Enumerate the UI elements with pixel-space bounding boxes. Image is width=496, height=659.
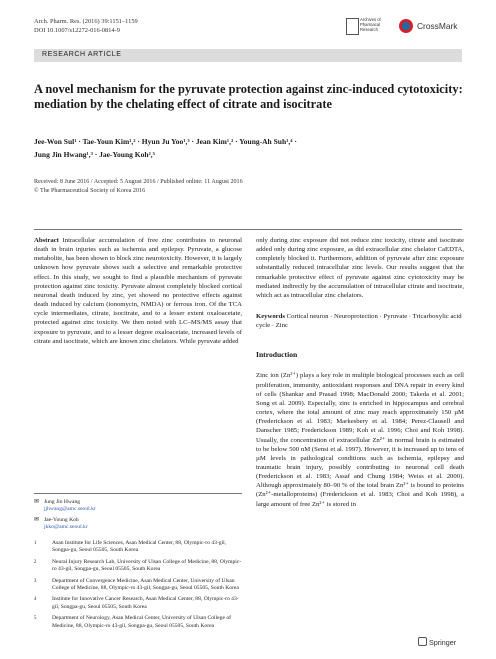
affiliation-number: 3 (34, 578, 37, 584)
keywords-text: Cortical neuron · Neuroprotection · Pyruvate · Tricarboxylic acid cycle · Zinc (256, 313, 462, 330)
section-label: RESEARCH ARTICLE (42, 51, 122, 58)
abstract-left-column (34, 236, 242, 346)
affiliation-text: Asan Institute for Life Sciences, Asan Medical Center, 88, Olympic-ro 43-gil, Songpa-gu, Seoul 05505, South Korea (52, 540, 227, 554)
section-band (34, 49, 462, 62)
affiliation-text: Institute for Innovative Cancer Research, Asan Medical Center, 88, Olympic-ro 43-gil, Songpa-gu, Seoul 05505, South Korea (52, 596, 239, 610)
keywords-label: Keywords (256, 313, 285, 321)
crossmark-label: CrossMark (417, 21, 458, 31)
affiliations (34, 540, 242, 634)
archives-logo-text: Archives of Pharmacal Research (360, 17, 381, 32)
correspondence-item (34, 517, 242, 532)
affiliation-item (34, 559, 242, 574)
abstract-paragraph (34, 236, 242, 346)
author-line-1: Jee-Won Sul¹ · Tae-Youn Kim¹,² · Hyun Ju Yoo¹,³ · Jean Kim¹,² · Young-Ah Suh¹,⁴ · (34, 137, 297, 146)
affiliation-number: 5 (34, 616, 37, 622)
affiliation-number: 1 (34, 541, 37, 546)
history-dates: Received: 8 June 2016 / Accepted: 5 August 2016 / Published online: 11 August 2016 (34, 179, 243, 185)
right-column (256, 236, 464, 509)
journal-citation: Arch. Pharm. Res. (2016) 39:1151–1159 (34, 18, 138, 25)
affiliation-number: 4 (34, 597, 37, 603)
footnote-divider (34, 493, 242, 494)
affiliation-item (34, 578, 242, 593)
journal-header (34, 17, 138, 35)
section-heading-wrap (256, 350, 464, 359)
publisher-logo (418, 637, 456, 647)
affiliation-item (34, 596, 242, 611)
affiliation-item (34, 615, 242, 630)
article-dates (34, 178, 464, 195)
doi[interactable]: DOI 10.1007/s12272-016-0814-9 (34, 27, 120, 34)
affiliation-item (34, 540, 242, 555)
springer-horse-icon (418, 637, 427, 646)
affiliation-text: Department of Neurology, Asan Medical Center, University of Ulsan College of Medicine, 88, Olympic-ro 43-gil, Songpa-gu, Seoul 05505, South Korea (52, 615, 231, 629)
correspondent-email[interactable]: jkko@amc.seoul.kr (44, 524, 88, 531)
journal-cover-icon (346, 18, 359, 35)
affiliation-number: 2 (34, 559, 37, 565)
copyright: © The Pharmaceutical Society of Korea 2016 (34, 187, 146, 194)
envelope-icon: ✉ (34, 499, 40, 505)
publisher-name: Springer (429, 638, 457, 647)
archives-logo[interactable] (346, 16, 386, 42)
abstract-text-left: Intracellular accumulation of free zinc contributes to neuronal death in brain injuries such as ischemia and epilepsy. Pyruvate, a glucose metabolite, has been shown to block zinc neurotoxicity. However, it is largely unknown how pyruvate shows such a selective and remarkable protective effect. In this study, we sought to find a plausible mechanism of pyruvate protection against zinc toxicity. Pyruvate almost completely blocked cortical neuronal death induced by zinc, yet showed no protective effects against death induced by calcium (ionomycin, NMDA) or ferrous iron. Of the TCA cycle intermediates, citrate, isocitrate, and to a lesser extent oxaloacetate, protected against zinc toxicity. We then noted with LC–MS/MS assay that exposure to pyruvate, and to a lesser degree oxaloacetate, increased levels of citrate and isocitrate, which are known zinc chelators. While pyruvate added (34, 237, 242, 345)
abstract-label: Abstract (34, 237, 59, 244)
abstract-text-right: only during zinc exposure did not reduce zinc toxicity, citrate and isocitrate added only during zinc exposure, as did extracellular zinc chelator CaEDTA, completely blocked it. Furthermore, addition of pyruvate after zinc exposure substantially reduced intracellular zinc levels. Our results suggest that the remarkable protective effect of pyruvate against zinc cytotoxicity may be mediated indirectly by the accumulation of intracellular citrate and isocitrate, which act as intracellular zinc chelators. (256, 237, 464, 299)
introduction-text: Zinc ion (Zn²⁺) plays a key role in multiple biological processes such as cell proliferation, immunity, antioxidant responses and DNA repair in every kind of cells (Shankar and Prasad 1998; MacDonald 2000; Takeda et al. 2001; Song et al. 2009). Especially, zinc is enriched in hippocampus and cerebral cortex, where the total amount of zinc may reach approximately 150 µM (Frederickson et al. 1983; Markesbery et al. 1984; Perez-Clausell and Danscher 1985; Frederickson 1989; Koh et al. 1996; Choi and Koh 1998). Usually, the concentration of extracellular Zn²⁺ in normal brain is estimated to be below 500 nM (Sensi et al. 1997). However, it is increased up to tens of µM levels in pathological conditions such as ischemia, epilepsy and traumatic brain injury, possibly contributing to neuronal cell death (Frederickson et al. 1983; Assaf and Chung 1984; Weiss et al. 2000). Although approximately 80–90 % of the total brain Zn²⁺ is bound to proteins (Zn²⁺-metalloproteins) (Frederickson et al. 1983; Choi and Koh 1998), a large amount of free Zn²⁺ is stored in (256, 372, 464, 508)
keywords-paragraph (256, 312, 464, 330)
correspondent-name: Jae-Young Koh (44, 516, 79, 523)
correspondence-block (34, 499, 242, 532)
author-line-2: Jung Jin Hwang¹,³ · Jae-Young Koh²,⁵ (34, 149, 155, 159)
affiliation-text: Neural Injury Research Lab, University of Ulsan College of Medicine, 88, Olympic-ro 43-gil, Songpa-gu, Seoul 05505, South Korea (52, 558, 242, 573)
affiliation-text: Department of Convergence Medicine, Asan Medical Center, University of Ulsan College of Medicine, 88, Olympic-ro 43-gil, Songpa-gu, Seoul 05505, South Korea (52, 577, 239, 592)
crossmark-icon (399, 19, 413, 33)
correspondent-name: Jung Jin Hwang (44, 499, 81, 505)
introduction-heading: Introduction (256, 350, 298, 360)
correspondence-item (34, 499, 242, 514)
article-title: A novel mechanism for the pyruvate protection against zinc-induced cytotoxicity: mediation by the chelating effect of citrate and isocitrate (34, 82, 463, 111)
correspondent-email[interactable]: jjhwang@amc.seoul.kr (44, 506, 96, 513)
author-list (34, 136, 464, 161)
envelope-icon: ✉ (34, 516, 40, 523)
divider (34, 229, 462, 230)
